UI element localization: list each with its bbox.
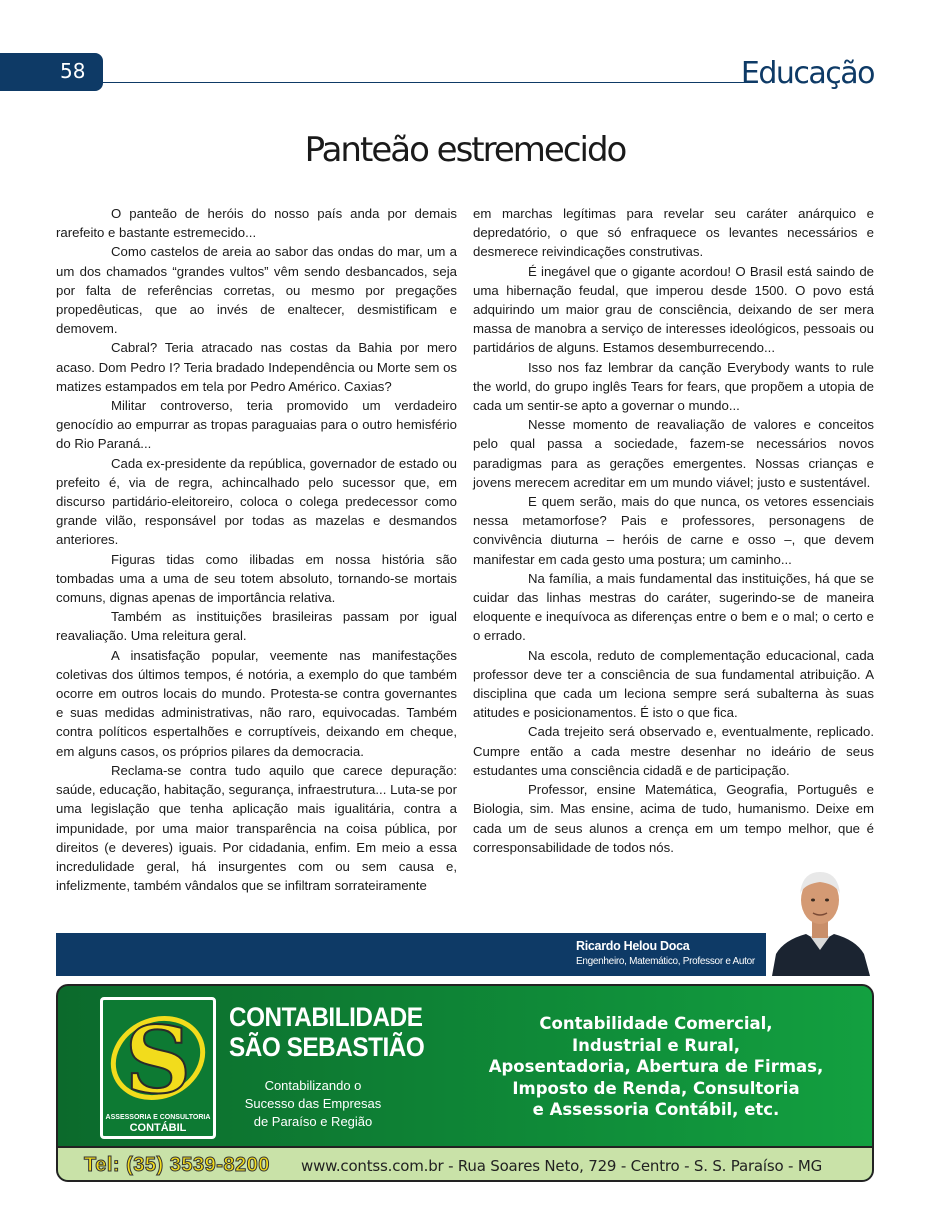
article-column-right	[473, 204, 874, 857]
paragraph: Isso nos faz lembrar da canção Everybody wants to rule the world, do grupo inglês Tears for fears, que propõem a utopia de cada um sentir-se apto a governar o mundo...	[473, 359, 874, 414]
paragraph: É inegável que o gigante acordou! O Brasil está saindo de uma hibernação feudal, que imperou desde 1500. O povo está adquirindo um maior grau de consciência, deixando de ser mera massa de manobra a serviço de interesses ideológicos, pessoais ou partidários de alguns. Estamos desemburrecendo...	[473, 263, 874, 356]
logo-s-icon	[103, 1000, 213, 1110]
logo-letter: S	[124, 1006, 192, 1110]
advertisement	[56, 984, 874, 1182]
logo-caption-bold: CONTÁBIL	[129, 1122, 187, 1134]
paragraph: Na escola, reduto de complementação educacional, cada professor deve ter a consciência de sua fundamental atribuição. A disciplina que cada um leciona sempre será subalterna às suas atitudes e posicionamentos. É isto o que fica.	[473, 647, 874, 721]
author-name: Ricardo Helou Doca	[576, 939, 690, 953]
website-address: www.contss.com.br - Rua Soares Neto, 729 - Centro - S. S. Paraíso - MG	[301, 1157, 822, 1175]
page-number-tab	[0, 53, 103, 91]
service-line: Industrial e Rural,	[571, 1035, 741, 1055]
paragraph: Como castelos de areia ao sabor das ondas do mar, um a um dos chamados “grandes vultos” vêm sendo desbancados, seja por falta de referências corretas, ou mesmo por pregações propedêuticas, que ao invés de enaltecer, desmistificam e demovem.	[56, 244, 457, 337]
service-line: Aposentadoria, Abertura de Firmas,	[488, 1057, 824, 1076]
company-name-line: CONTABILIDADE	[229, 1002, 423, 1032]
page-number: 58	[60, 59, 86, 83]
author-role: Engenheiro, Matemático, Professor e Autor	[576, 956, 755, 967]
article-column-left	[56, 204, 457, 895]
services-list	[476, 1013, 836, 1121]
paragraph: Na família, a mais fundamental das instituições, há que se cuidar das linhas mestras do caráter, sugerindo-se de maneira eloquente e inequívoca as diferenças entre o bem e o mal; o certo e o errado.	[473, 570, 874, 644]
paragraph: Reclama-se contra tudo aquilo que carece depuração: saúde, educação, habitação, segurança, infraestrutura... Luta-se por uma legislação que tenha aplicação mais igualitária, contra a impunidade, por uma maior transparência na coisa pública, por direitos (e deveres) iguais. Por cidadania, enfim. Em meio a essa incredulidade geral, há insurgentes com ou sem causa e, infelizmente, também vândalos que se infiltram sorrateiramente	[56, 762, 457, 894]
phone-number: Tel: (35) 3539-8200	[84, 1154, 270, 1176]
ad-footer	[58, 1146, 874, 1182]
company-name-line: SÃO SEBASTIÃO	[229, 1032, 425, 1062]
service-line: e Assessoria Contábil, etc.	[532, 1100, 780, 1119]
company-slogan	[238, 1077, 388, 1131]
paragraph: Figuras tidas como ilibadas em nossa história são tombadas uma a uma de seu totem absoluto, tornando-se mortais comuns, dignas apenas de importância relativa.	[56, 551, 457, 606]
paragraph: O panteão de heróis do nosso país anda por demais rarefeito e bastante estremecido...	[56, 206, 457, 241]
company-name	[229, 1002, 424, 1062]
header-rule	[103, 82, 750, 83]
paragraph: Cabral? Teria atracado nas costas da Bahia por mero acaso. Dom Pedro I? Teria bradado Independência ou Morte sem os matizes estampados em tela por Pedro Américo. Caxias?	[56, 340, 457, 394]
paragraph: Também as instituições brasileiras passam por igual reavaliação. Uma releitura geral.	[56, 609, 457, 644]
paragraph: Nesse momento de reavaliação de valores e conceitos pelo qual passa a sociedade, fazem-se necessários novos paradigmas para as gerações emergentes. Nossas crianças e jovens merecem acreditar em um mundo viável; justo e sustentável.	[473, 417, 874, 490]
paragraph: E quem serão, mais do que nunca, os vetores essenciais nessa metamorfose? Pais e professores, personagens de convivência diuturna – heróis de carne e osso –, que devem manifestar em cada gesto uma postura; um caminho...	[473, 494, 874, 567]
logo-caption: ASSESSORIA E CONSULTORIA	[105, 1114, 211, 1121]
article-title: Panteão estremecido	[304, 130, 626, 170]
service-line: Contabilidade Comercial,	[539, 1014, 773, 1033]
paragraph: Cada trejeito será observado e, eventualmente, replicado. Cumpre então a cada mestre desenhar no ideário de seus estudantes uma consciência cidadã e de participação.	[473, 724, 874, 778]
section-title: Educação	[740, 56, 874, 91]
service-line: Imposto de Renda, Consultoria	[512, 1078, 800, 1098]
company-logo	[100, 997, 216, 1139]
slogan-line: Sucesso das Empresas	[244, 1096, 382, 1111]
paragraph: Militar controverso, teria promovido um verdadeiro genocídio ao empurrar as tropas paraguaias para o outro hemisfério do Rio Paraná...	[56, 398, 457, 452]
paragraph: Cada ex-presidente da república, governador de estado ou prefeito é, via de regra, achincalhado pelo sucessor que, em discurso partidário-eleitoreiro, coloca o colega predecessor como grande vilão, responsável por todas as mazelas e desmandos anteriores.	[56, 455, 457, 548]
paragraph: Professor, ensine Matemática, Geografia, Português e Biologia, sim. Mas ensine, acima de tudo, humanismo. Deixe em cada um de seus alunos a crença em um tempo melhor, que é corresponsabilidade de todos nós.	[473, 782, 874, 855]
slogan-line: de Paraíso e Região	[253, 1114, 373, 1129]
author-photo	[766, 858, 874, 976]
slogan-line: Contabilizando o	[264, 1078, 362, 1093]
paragraph: em marchas legítimas para revelar seu caráter anárquico e depredatório, o que só enfraquece os levantes necessários e desmerece reivindicações construtivas.	[473, 206, 874, 260]
author-bar	[56, 933, 874, 976]
paragraph: A insatisfação popular, veemente nas manifestações coletivas dos últimos tempos, é notória, a exemplo do que também ocorre em outros locais do mundo. Protesta-se contra governantes e suas medidas administrativas, não raro, equivocadas. Também contra políticos espertalhões e corruptíveis, deixando em cheque, em alguns casos, os próprios pilares da democracia.	[56, 647, 457, 759]
